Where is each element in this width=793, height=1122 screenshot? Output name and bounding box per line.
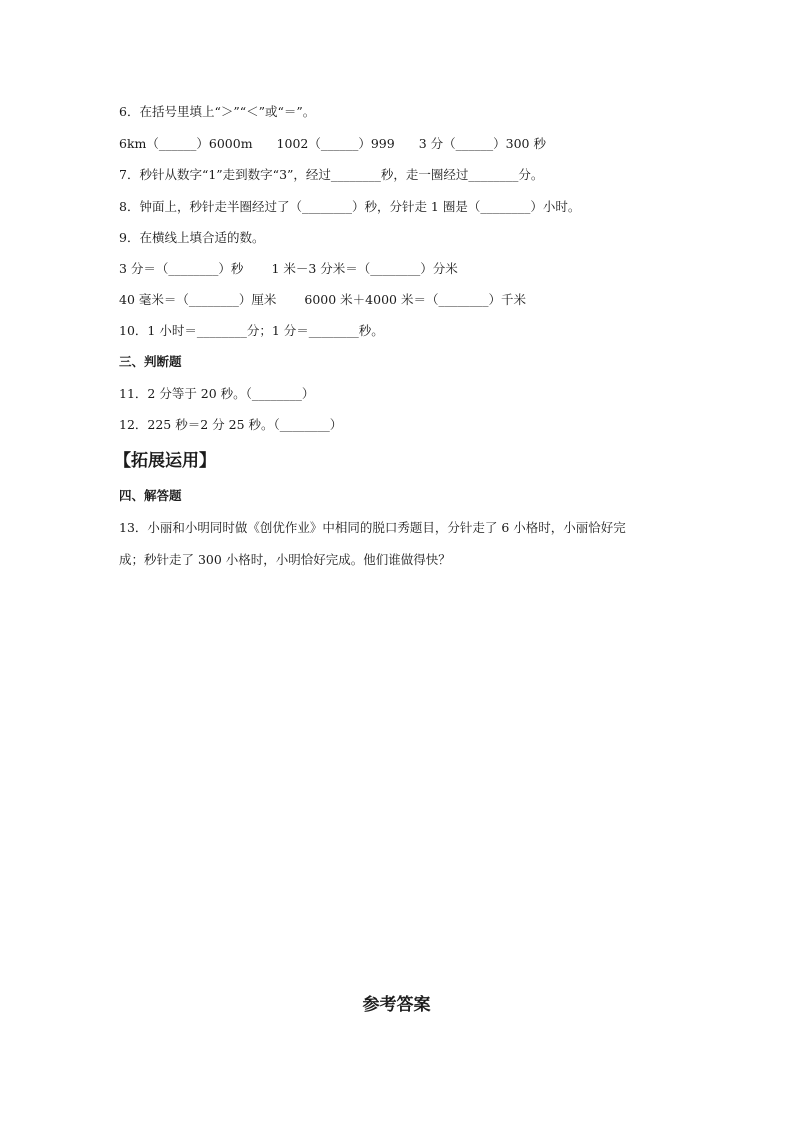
q13-line-2: 成；秒针走了 300 小格时，小明恰好完成。他们谁做得快？ bbox=[119, 552, 451, 567]
q9-prompt: 9．在横线上填合适的数。 bbox=[119, 230, 265, 245]
q9-item-1: 3 分＝（________）秒 bbox=[119, 261, 244, 276]
q11-text: 11．2 分等于 20 秒。（________） bbox=[119, 386, 315, 401]
q8-text: 8．钟面上，秒针走半圈经过了（________）秒，分针走 1 圈是（________）小时。 bbox=[119, 199, 581, 214]
q9-item-2: 1 米－3 分米＝（________）分米 bbox=[271, 261, 458, 276]
section-4-heading: 四、解答题 bbox=[119, 488, 182, 503]
q13-line-1: 13．小丽和小明同时做《创优作业》中相同的脱口秀题目，分针走了 6 小格时，小丽恰好完 bbox=[119, 520, 626, 535]
q9-item-3: 40 毫米＝（________）厘米 bbox=[119, 292, 277, 307]
q9-row-1 bbox=[119, 261, 458, 277]
q6-item-1: 6km（______）6000m bbox=[119, 136, 253, 151]
q6-items bbox=[119, 136, 546, 152]
q6-item-2: 1002（______）999 bbox=[276, 136, 395, 151]
q6-prompt: 6．在括号里填上“＞”“＜”或“＝”。 bbox=[119, 104, 316, 119]
q9-row-2 bbox=[119, 292, 526, 308]
q9-item-4: 6000 米＋4000 米＝（________）千米 bbox=[304, 292, 526, 307]
q10-text: 10．1 小时＝________分；1 分＝________秒。 bbox=[119, 323, 384, 338]
extension-heading: 【拓展运用】 bbox=[114, 451, 216, 471]
section-3-heading: 三、判断题 bbox=[119, 354, 182, 369]
q12-text: 12．225 秒＝2 分 25 秒。（________） bbox=[119, 417, 343, 432]
q7-text: 7．秒针从数字“1”走到数字“3”，经过________秒，走一圈经过________分。 bbox=[119, 167, 544, 182]
q6-item-3: 3 分（______）300 秒 bbox=[418, 136, 546, 151]
answer-title: 参考答案 bbox=[362, 995, 431, 1015]
